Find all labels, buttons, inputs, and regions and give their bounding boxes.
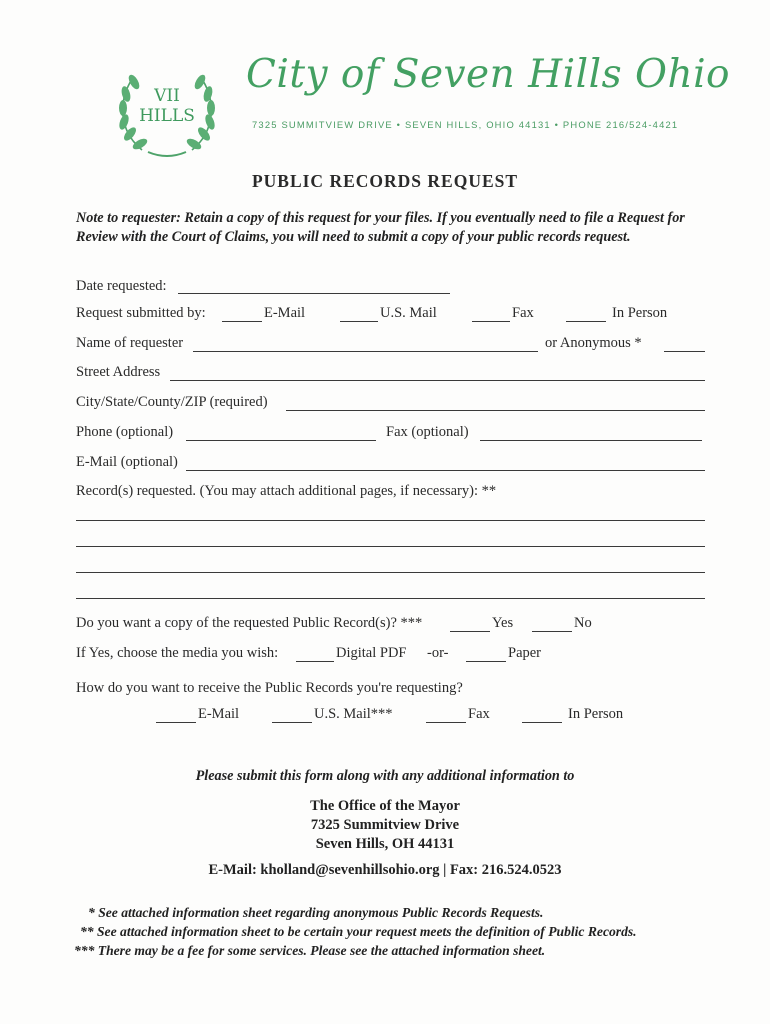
media-pdf-checkbox[interactable] bbox=[296, 661, 334, 662]
media-pdf-label: Digital PDF bbox=[336, 645, 407, 661]
office-name: The Office of the Mayor bbox=[310, 798, 460, 814]
records-line-4[interactable] bbox=[76, 598, 705, 599]
anonymous-checkbox[interactable] bbox=[664, 351, 705, 352]
records-line-1[interactable] bbox=[76, 520, 705, 521]
receive-email-label: E-Mail bbox=[198, 706, 240, 722]
receive-mail-checkbox[interactable] bbox=[272, 722, 312, 723]
copy-yes-checkbox[interactable] bbox=[450, 631, 490, 632]
office-city: Seven Hills, OH 44131 bbox=[315, 836, 455, 852]
submitted-email-label: E-Mail bbox=[264, 305, 306, 321]
city-address-line: 7325 SUMMITVIEW DRIVE • SEVEN HILLS, OHIO 44131 • PHONE 216/524-4421 bbox=[252, 119, 679, 130]
submit-instruction: Please submit this form along with any additional information to bbox=[195, 768, 575, 784]
submitted-email-checkbox[interactable] bbox=[222, 321, 262, 322]
copy-question: Do you want a copy of the requested Public Record(s)? *** bbox=[76, 615, 423, 631]
anonymous-label: or Anonymous * bbox=[545, 335, 642, 351]
city-seal-logo bbox=[112, 62, 222, 162]
fax-label: Fax (optional) bbox=[386, 424, 469, 440]
footnote-3: *** There may be a fee for some services. Please see the attached information sheet. bbox=[74, 943, 546, 958]
records-line-3[interactable] bbox=[76, 572, 705, 573]
city-label: City/State/County/ZIP (required) bbox=[76, 394, 268, 410]
receive-question: How do you want to receive the Public Records you're requesting? bbox=[76, 680, 463, 696]
receive-fax-checkbox[interactable] bbox=[426, 722, 466, 723]
date-label: Date requested: bbox=[76, 278, 167, 294]
footnote-1: * See attached information sheet regarding anonymous Public Records Requests. bbox=[88, 905, 544, 920]
form-title: PUBLIC RECORDS REQUEST bbox=[251, 171, 519, 191]
phone-label: Phone (optional) bbox=[76, 424, 174, 440]
city-brand-name: City of Seven Hills Ohio bbox=[246, 52, 731, 97]
submitted-fax-checkbox[interactable] bbox=[472, 321, 510, 322]
office-contact: E-Mail: kholland@sevenhillsohio.org | Fax: 216.524.0523 bbox=[208, 862, 562, 878]
submitted-inperson-label: In Person bbox=[612, 305, 668, 321]
submitted-by-label: Request submitted by: bbox=[76, 305, 206, 321]
copy-no-label: No bbox=[574, 615, 592, 631]
receive-mail-label: U.S. Mail*** bbox=[314, 706, 393, 722]
footnote-2: ** See attached information sheet to be certain your request meets the definition of Public Records. bbox=[80, 924, 637, 939]
email-label: E-Mail (optional) bbox=[76, 454, 178, 470]
street-label: Street Address bbox=[76, 364, 161, 380]
media-paper-checkbox[interactable] bbox=[466, 661, 506, 662]
name-label: Name of requester bbox=[76, 335, 184, 351]
submitted-fax-label: Fax bbox=[512, 305, 534, 321]
city-field[interactable] bbox=[286, 410, 705, 411]
media-question: If Yes, choose the media you wish: bbox=[76, 645, 279, 661]
submitted-inperson-checkbox[interactable] bbox=[566, 321, 606, 322]
receive-inperson-checkbox[interactable] bbox=[522, 722, 562, 723]
seal-text-top: VII bbox=[154, 86, 180, 106]
name-field[interactable] bbox=[193, 351, 538, 352]
fax-field[interactable] bbox=[480, 440, 702, 441]
receive-fax-label: Fax bbox=[468, 706, 490, 722]
copy-yes-label: Yes bbox=[492, 615, 514, 631]
office-street: 7325 Summitview Drive bbox=[310, 817, 460, 833]
records-label: Record(s) requested. (You may attach additional pages, if necessary): ** bbox=[76, 483, 497, 499]
media-or-label: -or- bbox=[427, 645, 449, 661]
date-field[interactable] bbox=[178, 293, 450, 294]
copy-no-checkbox[interactable] bbox=[532, 631, 572, 632]
media-paper-label: Paper bbox=[508, 645, 542, 661]
records-line-2[interactable] bbox=[76, 546, 705, 547]
receive-inperson-label: In Person bbox=[568, 706, 624, 722]
seal-text-bottom: HILLS bbox=[139, 106, 195, 126]
submitted-mail-checkbox[interactable] bbox=[340, 321, 378, 322]
submitted-mail-label: U.S. Mail bbox=[380, 305, 437, 321]
phone-field[interactable] bbox=[186, 440, 376, 441]
street-field[interactable] bbox=[170, 380, 705, 381]
email-field[interactable] bbox=[186, 470, 705, 471]
receive-email-checkbox[interactable] bbox=[156, 722, 196, 723]
requester-note: Note to requester: Retain a copy of this request for your files. If you eventually need to file a Request for Review with the Court of Claims, you will need to submit a copy of your public records request. bbox=[76, 210, 685, 245]
